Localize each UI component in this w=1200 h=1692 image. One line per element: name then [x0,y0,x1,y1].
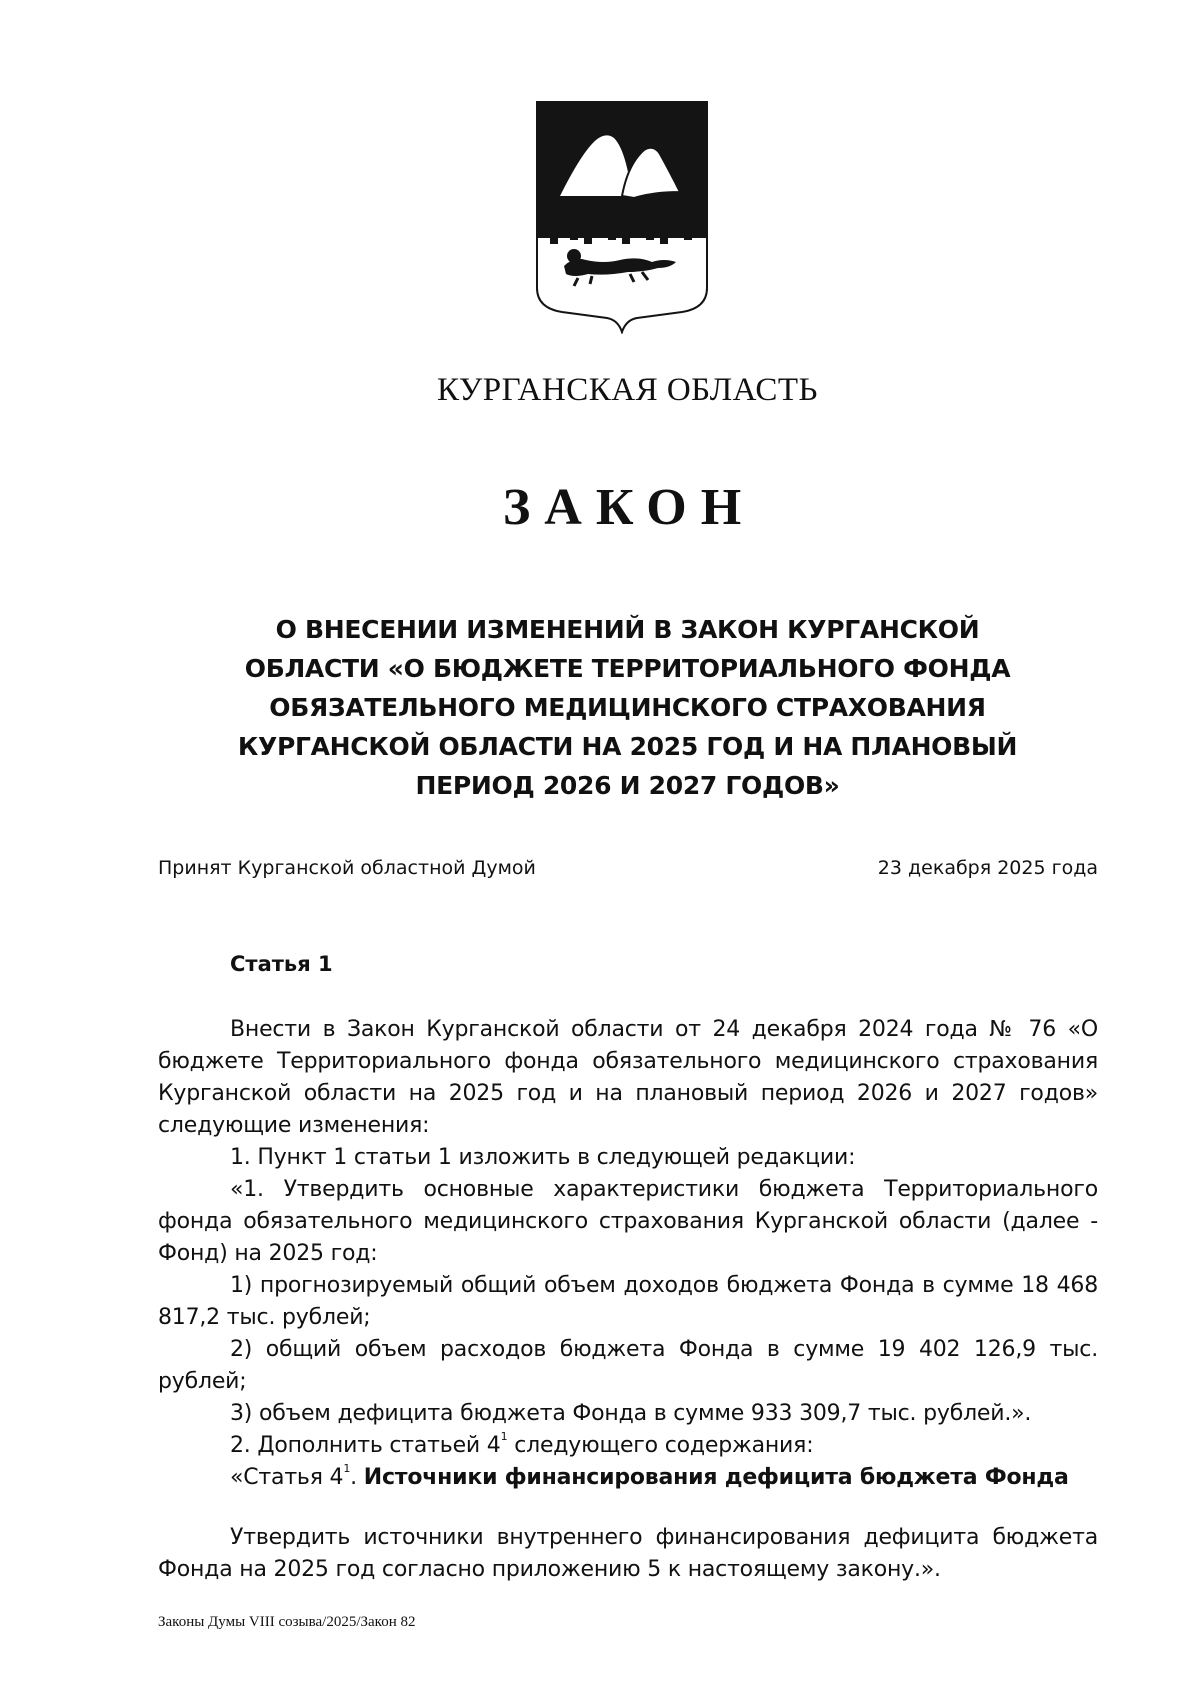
coat-of-arms-emblem [534,100,710,334]
law-title-line: О ВНЕСЕНИИ ИЗМЕНЕНИЙ В ЗАКОН КУРГАНСКОЙ [275,615,980,644]
sub-item-2: 2) общий объем расходов бюджета Фонда в сумме 19 402 126,9 тыс. рублей; [158,1337,1098,1394]
region-name: КУРГАНСКАЯ ОБЛАСТЬ [437,372,818,408]
adopted-date: 23 декабря 2025 года [877,857,1098,879]
law-title-line: ОБЯЗАТЕЛЬНОГО МЕДИЦИНСКОГО СТРАХОВАНИЯ [269,693,986,722]
law-title-line: ОБЛАСТИ «О БЮДЖЕТЕ ТЕРРИТОРИАЛЬНОГО ФОНДА [244,654,1011,683]
item-1-quote: «1. Утвердить основные характеристики бюджета Территориального фонда обязательного медицинского страхования Курганской области (далее - Фонд) на 2025 год: [158,1177,1098,1266]
law-title-line: ПЕРИОД 2026 И 2027 ГОДОВ» [415,771,840,800]
article-4-dot: . [350,1465,357,1490]
item-2-text: 2. Дополнить статьей 4 [230,1433,501,1458]
item-2-superscript: 1 [500,1430,508,1443]
sub-item-1: 1) прогнозируемый общий объем доходов бюджета Фонда в сумме 18 468 817,2 тыс. рублей; [158,1273,1098,1330]
article-4-heading [158,1462,1098,1494]
document-type-heading: ЗАКОН [502,479,756,536]
item-2-text-end: следующего содержания: [507,1433,814,1458]
law-title-line: КУРГАНСКОЙ ОБЛАСТИ НА 2025 ГОД И НА ПЛАНОВЫЙ [237,732,1018,761]
sub-item-3: 3) объем дефицита бюджета Фонда в сумме 933 309,7 тыс. рублей.». [230,1401,1032,1426]
article-4-prefix: «Статья 4 [230,1465,344,1490]
article-4-title: Источники финансирования дефицита бюджета Фонда [363,1465,1069,1490]
adopted-by: Принят Курганской областной Думой [158,857,536,879]
item-2 [158,1430,1098,1462]
adoption-info [158,857,1098,879]
document-footer: Законы Думы VIII созыва/2025/Закон 82 [158,1614,416,1630]
article-body [158,1014,1098,1586]
item-1: 1. Пункт 1 статьи 1 изложить в следующей редакции: [230,1145,856,1170]
intro-paragraph: Внести в Закон Курганской области от 24 декабря 2024 года № 76 «О бюджете Территориального фонда обязательного медицинского страхования Курганской области на 2025 год и на плановый период 2026 и 2027 годов» следующие изменения: [158,1017,1098,1138]
article-4-superscript: 1 [343,1462,351,1475]
article-heading: Статья 1 [230,952,333,976]
law-title [170,610,1085,805]
final-paragraph: Утвердить источники внутреннего финансирования дефицита бюджета Фонда на 2025 год согласно приложению 5 к настоящему закону.». [158,1525,1098,1582]
